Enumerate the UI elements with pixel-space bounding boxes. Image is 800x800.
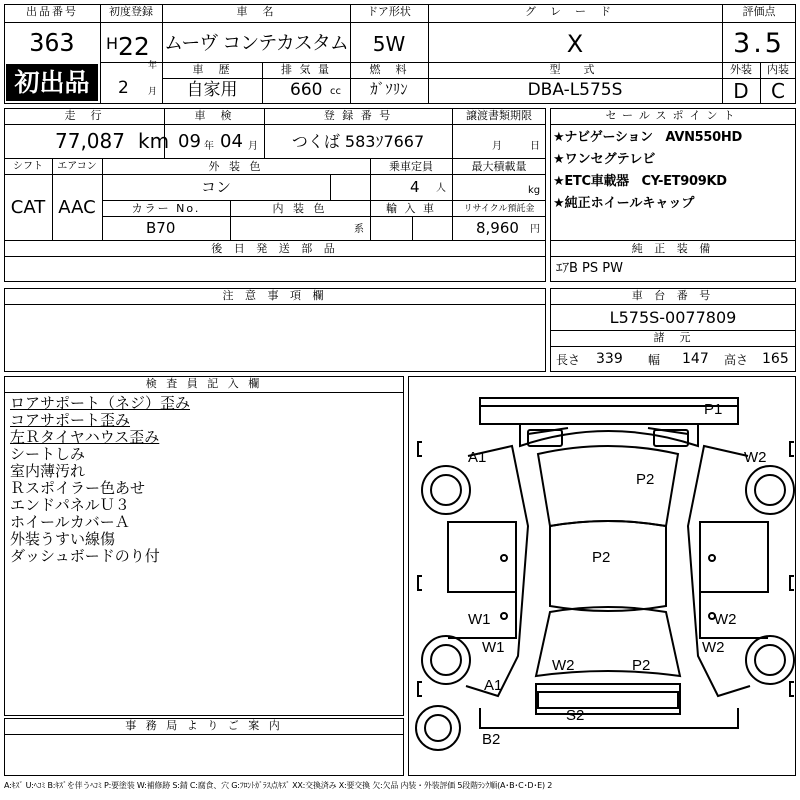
chassis-value: L575S-0077809 — [609, 308, 737, 327]
mileage-value: 77,087 — [55, 129, 125, 153]
aircon-label: エアコン — [57, 161, 97, 172]
lot-no-label: 出品番号 — [26, 5, 78, 18]
damage-mark: B2 — [482, 731, 501, 748]
note-line: シートしみ — [10, 445, 86, 463]
exterior-grade-label: 外装 — [730, 63, 752, 76]
color-no-value: B70 — [146, 219, 176, 237]
spare-wheel — [416, 706, 460, 750]
capacity-label: 乗車定員 — [389, 160, 433, 173]
note-line: ロアサポート（ネジ）歪み — [10, 394, 191, 412]
capacity-value: 4 — [410, 178, 420, 196]
fuel-label: 燃 料 — [369, 63, 409, 76]
wheel-rear-right — [746, 636, 794, 684]
first-reg-year-unit: 年 — [148, 61, 158, 71]
rear-bumper-outline — [536, 684, 680, 714]
score-label: 評価点 — [742, 5, 776, 18]
history-label: 車 歴 — [192, 63, 232, 76]
width-label: 幅 — [648, 353, 661, 367]
aircon-value: AAC — [58, 197, 96, 218]
inspection-year-unit: 年 — [204, 141, 214, 152]
fuel-value: ｶﾞｿﾘﾝ — [370, 80, 408, 98]
damage-mark: W1 — [468, 611, 491, 628]
first-reg-year: 22 — [118, 32, 150, 61]
later-parts-label: 後 日 発 送 部 品 — [211, 242, 339, 255]
damage-mark: W2 — [702, 639, 725, 656]
score-value: 3.5 — [733, 28, 785, 59]
note-line: コアサポート歪み — [10, 411, 131, 429]
int-color-unit: 系 — [354, 224, 364, 235]
max-load-label: 最大積載量 — [471, 160, 527, 173]
ext-color-value: コン — [200, 178, 231, 196]
color-no-label: カラー No. — [131, 202, 201, 215]
transfer-month-unit: 月 — [492, 141, 502, 152]
interior-grade-value: C — [771, 79, 785, 103]
note-line: エンドパネルＵ３ — [10, 496, 130, 514]
note-line: ホイールカバーＡ — [10, 513, 130, 531]
damage-mark: S2 — [566, 707, 585, 724]
recycle-value: 8,960 — [476, 219, 519, 237]
model-name-label: 車 名 — [236, 5, 276, 18]
legend-text: A:ｷｽﾞ U:ﾍｺﾐ B:ｷｽﾞを伴うﾍｺﾐ P:要塗装 W:補修跡 S:錆 C:腐食、穴 G:ﾌﾛﾝﾄｶﾞﾗｽ点ｷｽﾞ XX:交換済み X:要交換 欠:欠品 内装・外装評価 5段階ﾗﾝｸ順(A･B･C･D･E) 2 — [4, 781, 553, 790]
sales-point-3: ★ETC車載器 CY-ET909KD — [553, 174, 727, 189]
front-bumper-outline — [480, 398, 738, 424]
model-code-label: 型 式 — [549, 63, 601, 76]
body-left — [466, 446, 528, 696]
model-code-value: DBA-L575S — [527, 80, 623, 100]
car-diagram — [408, 376, 796, 776]
sales-points-label: セールスポイント — [605, 109, 741, 122]
damage-mark: P2 — [636, 471, 655, 488]
displacement-label: 排 気 量 — [281, 63, 331, 76]
history-value: 自家用 — [186, 80, 238, 100]
first-listing-text: 初出品 — [14, 68, 90, 97]
inspection-year: 09 — [178, 131, 201, 152]
windshield-outline — [538, 446, 678, 526]
first-reg-label: 初度登録 — [109, 5, 153, 18]
caution-label: 注 意 事 項 欄 — [222, 289, 328, 302]
inspection-month-unit: 月 — [248, 141, 258, 152]
door-value: 5W — [372, 32, 406, 56]
rear-plate — [538, 692, 678, 708]
mileage-unit: km — [138, 129, 170, 153]
plate-value: つくば 583ｿ7667 — [291, 132, 425, 151]
damage-mark: W2 — [744, 449, 767, 466]
max-load-unit: kg — [528, 185, 541, 196]
sales-point-2: ★ワンセグテレビ — [553, 152, 656, 167]
import-label: 輸 入 車 — [386, 202, 436, 215]
standard-equipment-value: ｴｱB PS PW — [556, 261, 623, 276]
length-value: 339 — [596, 351, 623, 367]
damage-mark: W2 — [714, 611, 737, 628]
wheel-rear-left — [422, 636, 470, 684]
transfer-day-unit: 日 — [530, 141, 540, 152]
mileage-label: 走 行 — [64, 109, 104, 122]
width-value: 147 — [682, 351, 709, 367]
note-line: 室内薄汚れ — [10, 462, 86, 480]
ext-color-label: 外 装 色 — [208, 160, 264, 173]
damage-mark: A1 — [484, 677, 503, 694]
damage-mark: A1 — [468, 449, 487, 466]
note-line: 外装うすい線傷 — [10, 530, 116, 548]
damage-mark: W2 — [552, 657, 575, 674]
note-line: 左Ｒタイヤハウス歪み — [10, 428, 160, 446]
capacity-unit: 人 — [436, 183, 446, 194]
inspection-month: 04 — [220, 131, 243, 152]
chassis-label: 車 台 番 号 — [631, 289, 715, 302]
damage-mark: W1 — [482, 639, 505, 656]
length-label: 長さ — [556, 353, 581, 367]
inspector-notes — [10, 395, 190, 565]
specs-label: 諸 元 — [653, 331, 693, 344]
roof-outline — [550, 521, 666, 611]
recycle-label: リサイクル預託金 — [463, 204, 535, 214]
first-reg-month: 2 — [118, 78, 129, 98]
damage-mark: P2 — [632, 657, 651, 674]
shift-label: シフト — [13, 161, 43, 172]
standard-equipment-label: 純 正 装 備 — [631, 242, 715, 255]
displacement-unit: cc — [330, 86, 341, 97]
inspection-label: 車 検 — [194, 109, 234, 122]
plate-label: 登 録 番 号 — [323, 109, 393, 122]
lot-no-value: 363 — [29, 28, 75, 57]
transfer-deadline-label: 譲渡書類期限 — [466, 109, 532, 122]
door-label: ドア形状 — [367, 5, 411, 18]
body-right — [688, 446, 750, 696]
height-value: 165 — [762, 351, 789, 367]
note-line: Ｒスポイラー色あせ — [10, 479, 146, 497]
wheel-front-left — [422, 466, 470, 514]
damage-mark: P2 — [592, 549, 611, 566]
recycle-unit: 円 — [530, 224, 540, 235]
displacement-value: 660 — [290, 80, 323, 100]
shift-value: CAT — [10, 197, 46, 218]
note-line: ダッシュボードのり付 — [10, 547, 160, 565]
int-color-label: 内 装 色 — [272, 202, 328, 215]
interior-grade-label: 内装 — [767, 63, 789, 76]
sales-point-4: ★純正ホイールキャップ — [553, 196, 695, 211]
model-name-value: ムーヴ コンテカスタム — [164, 32, 348, 54]
first-reg-era: H — [106, 34, 119, 53]
office-label: 事 務 局 よ り ご 案 内 — [125, 719, 283, 732]
wheel-front-right — [746, 466, 794, 514]
inspector-label: 検 査 員 記 入 欄 — [145, 377, 263, 390]
sales-point-1: ★ナビゲーション AVN550HD — [553, 130, 742, 145]
first-reg-month-unit: 月 — [148, 87, 158, 97]
damage-mark: P1 — [704, 401, 723, 418]
exterior-grade-value: D — [733, 79, 749, 103]
grade-label: グレード — [525, 5, 625, 18]
grade-value: X — [566, 30, 584, 58]
height-label: 高さ — [724, 353, 749, 367]
hood-outline — [520, 424, 698, 446]
